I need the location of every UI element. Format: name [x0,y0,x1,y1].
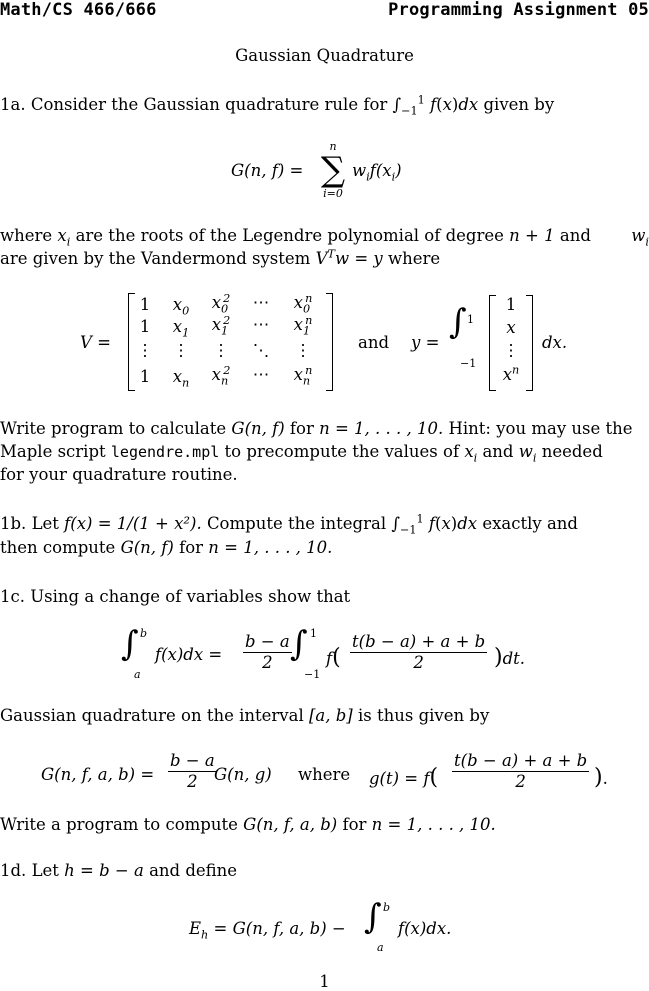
document-title: Gaussian Quadrature [235,46,414,65]
bracket-right [326,293,333,391]
paragraph-1d-intro: 1d. Let h = b − a and define [0,861,238,880]
inline-integral: $\int_{-1}^1$ f(x)dx [392,93,479,118]
y-lhs: y = [411,333,440,352]
course-header: Math/CS 466/666 [0,0,157,20]
eq-c2-where: where [298,765,351,784]
eq-c1-frac: $\frac{b - a}{2}$ [245,632,290,672]
paragraph-1c-intro: 1c. Using a change of variables show that [0,587,351,606]
eq-c2-g: g(t) = f( [369,765,439,790]
y-vector: 1 x ⋮ $x^n$ [489,295,533,391]
paragraph-1b-line1: 1b. Let f(x) = 1/(1 + x²). Compute the integral $\int_{-1}^1$ f(x)dx exactly and [0,512,578,537]
paragraph-1b-line2: then compute G(n, f) for n = 1, . . . , 10. [0,538,333,557]
eq-c2-inner-frac: $\frac{t(b - a) + a + b}{2}$ [454,751,588,791]
p1a-write-line2: Maple script legendre.mpl to precompute the values of $x_i$ and $w_i$ needed [0,442,603,465]
eq-c2-frac: $\frac{b - a}{2}$ [170,751,215,791]
eq-c1-inner-frac: $\frac{t(b - a) + a + b}{2}$ [352,632,486,672]
document-page: Math/CS 466/666 Programming Assignment 05 Gaussian Quadrature 1a. Consider the Gaussian quadrature rule for $\int_{-1}^1$ f(x)dx given by G(n, f) = n ∑ i=0 $w_if(x_i)$ where $x_i$ are the roots of the Legendre polynomial of degree n + 1 and $w_i$ are given by the Vandermond system $V^Tw = y$ where V = 1 $x_0$ $x_0^2$ ⋯ $x_0^n$ 1 $x_1$ $x_1^2$ ⋯ $x_1^n$ ⋮ ⋮ ⋮ ⋱ ⋮ 1 $x_n$ $x_n^2$ ⋯ $x_n^n$ and y = ∫ 1 −1 1 x ⋮ $x^n$ dx. Write program to calculate G(n, f) for n = 1, . . . , 10. Hint: you may use the Maple script legendre.mpl to precompute the values of $x_i$ and $w_i$ needed for your quadrature routine. 1b. Let f(x) = 1/(1 + x²). Compute the integral $\int_{-1}^1$ f(x)dx exactly and then compute G(n, f) for n = 1, . . . , 10. 1c. Using a change of variables show that ∫ b a f(x)dx = $\frac{b - a}{2}$ ∫ 1 −1 f( $\frac{t(b - a) + a + b}{2}$ )dt. Gaussian quadrature on the interval [a, b] is thus given by G(n, f, a, b) = $\frac{b - a}{2}$ G(n, g) where g(t) = f( $\frac{t(b - a) + a + b}{2}$ ). Write a program to compute G(n, f, a, b) for n = 1, . . . , 10. 1d. Let h = b − a and define $E_h = G(n$, f, a, b) − ∫ b a f(x)dx. 1 [0,0,649,991]
p1a-text: Consider the Gaussian quadrature rule for [30,95,388,114]
eq-c1-lhs: f(x)dx = [155,645,223,664]
sigma-icon: ∑ [320,150,346,190]
matrix-and: and [358,333,390,352]
eq1-sum [318,140,348,200]
sum-bottom: i=0 [323,187,343,200]
matrix-lhs: V = [80,333,111,352]
eq-d-lhs: $E_h = G(n$, f, a, b) − [189,919,346,942]
eq-d-end: f(x)dx. [398,919,452,938]
sum-top: n [329,140,337,153]
assignment-header: Programming Assignment 05 [388,0,649,20]
paragraph-1c-line2: Gaussian quadrature on the interval [a, b] is thus given by [0,706,490,725]
page-number: 1 [319,972,330,991]
y-integral: ∫ [449,302,467,342]
eq-c2-lhs: G(n, f, a, b) = [41,765,155,784]
eq1-lhs: G(n, f) = [231,161,304,180]
eq-c2-mid: G(n, g) [214,765,272,784]
paragraph-1a-intro [0,93,555,118]
problem-label-1a: 1a. [0,95,26,114]
script-name: legendre.mpl [110,443,220,461]
p1a-where-line1: where $x_i$ are the roots of the Legendre polynomial of degree n + 1 and $w_i$ [0,226,649,249]
vandermonde-matrix: 1 $x_0$ $x_0^2$ ⋯ $x_0^n$ 1 $x_1$ $x_1^2$ ⋯ $x_1^n$ ⋮ ⋮ ⋮ ⋱ ⋮ 1 $x_n$ $x_n^2$ ⋯ $x_n^n$ [128,293,333,391]
eq-c1-int-a: ∫ [121,624,139,664]
paragraph-1c-line3: Write a program to compute G(n, f, a, b) for n = 1, . . . , 10. [0,815,496,834]
p1a-text-end: given by [483,95,555,114]
p1a-write-line1: Write program to calculate G(n, f) for n = 1, . . . , 10. Hint: you may use the [0,419,633,438]
y-dx: dx. [542,333,568,352]
eq1-rhs: $w_if(x_i)$ [352,161,402,184]
p1a-write-line3: for your quadrature routine. [0,465,238,484]
p1a-where-line2: are given by the Vandermond system $V^Tw = y$ where [0,247,441,268]
